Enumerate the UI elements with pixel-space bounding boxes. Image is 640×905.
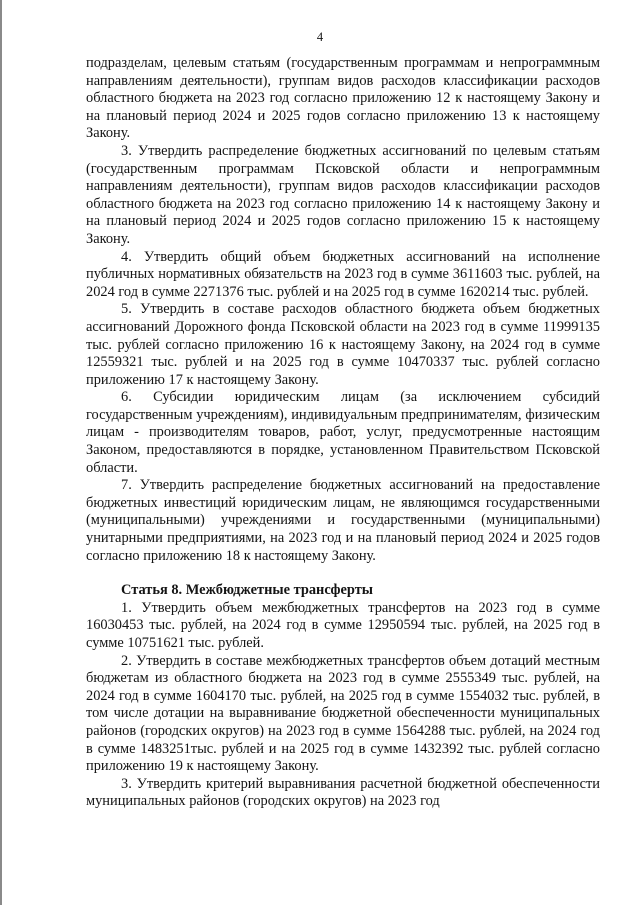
paragraph-item-4: 4. Утвердить общий объем бюджетных ассигнований на исполнение публичных нормативных обязательств на 2023 год в сумме 3611603 тыс. рублей, на 2024 год в сумме 2271376 тыс. рублей и на 2025 год в сумме 1620214 тыс. рублей. [86,248,600,300]
article-paragraph-2: 2. Утвердить в составе межбюджетных трансфертов объем дотаций местным бюджетам из областного бюджета на 2023 год в сумме 2555349 тыс. рублей, на 2024 год в сумме 1604170 тыс. рублей, на 2025 год в сумме 1554032 тыс. рублей, в том числе дотации на выравнивание бюджетной обеспеченности муниципальных районов (городских округов) на 2023 год в сумме 1564288 тыс. рублей, на 2024 год в сумме 1483251тыс. рублей и на 2025 год в сумме 1432392 тыс. рублей согласно приложению 19 к настоящему Закону. [86,652,600,775]
article-paragraph-3: 3. Утвердить критерий выравнивания расчетной бюджетной обеспеченности муниципальных районов (городских округов) на 2023 год [86,775,600,810]
paragraph-continuation: подразделам, целевым статьям (государственным программам и непрограммным направлениям деятельности), группам видов расходов классификации расходов областного бюджета на 2023 год согласно приложению 12 к настоящему Закону и на плановый период 2024 и 2025 годов согласно приложению 13 к настоящему Закону. [86,55,600,142]
paragraph-item-5: 5. Утвердить в составе расходов областного бюджета объем бюджетных ассигнований Дорожного фонда Псковской области на 2023 год в сумме 11999135 тыс. рублей согласно приложению 16 к настоящему Закону, на 2024 год в сумме 12559321 тыс. рублей и на 2025 год в сумме 10470337 тыс. рублей согласно приложению 17 к настоящему Закону. [86,301,600,388]
article-paragraph-1: 1. Утвердить объем межбюджетных трансфертов на 2023 год в сумме 16030453 тыс. рублей, на 2024 год в сумме 12950594 тыс. рублей, на 2025 год в сумме 10751621 тыс. рублей. [86,599,600,651]
scan-edge [0,0,2,905]
page-number: 4 [316,30,324,44]
page-body [86,55,600,811]
paragraph-item-6: 6. Субсидии юридическим лицам (за исключением субсидий государственным учреждениям), индивидуальным предпринимателям, физическим лицам - производителям товаров, работ, услуг, предусмотренные настоящим Законом, предоставляются в порядке, установленном Правительством Псковской области. [86,389,600,476]
paragraph-item-3: 3. Утвердить распределение бюджетных ассигнований по целевым статьям (государственным программам Псковской области и непрограммным направлениям деятельности), группам видов расходов классификации расходов областного бюджета на 2023 год согласно приложению 14 к настоящему Закону и на плановый период 2024 и 2025 годов согласно приложению 15 к настоящему Закону. [86,142,600,247]
paragraph-item-7: 7. Утвердить распределение бюджетных ассигнований на предоставление бюджетных инвестиций юридическим лицам, не являющимся государственными (муниципальными) учреждениями и государственными (муниципальными) унитарными предприятиями, на 2023 год и на плановый период 2024 и 2025 годов согласно приложению 18 к настоящему Закону. [86,477,600,564]
article-heading: Статья 8. Межбюджетные трансферты [121,582,374,599]
